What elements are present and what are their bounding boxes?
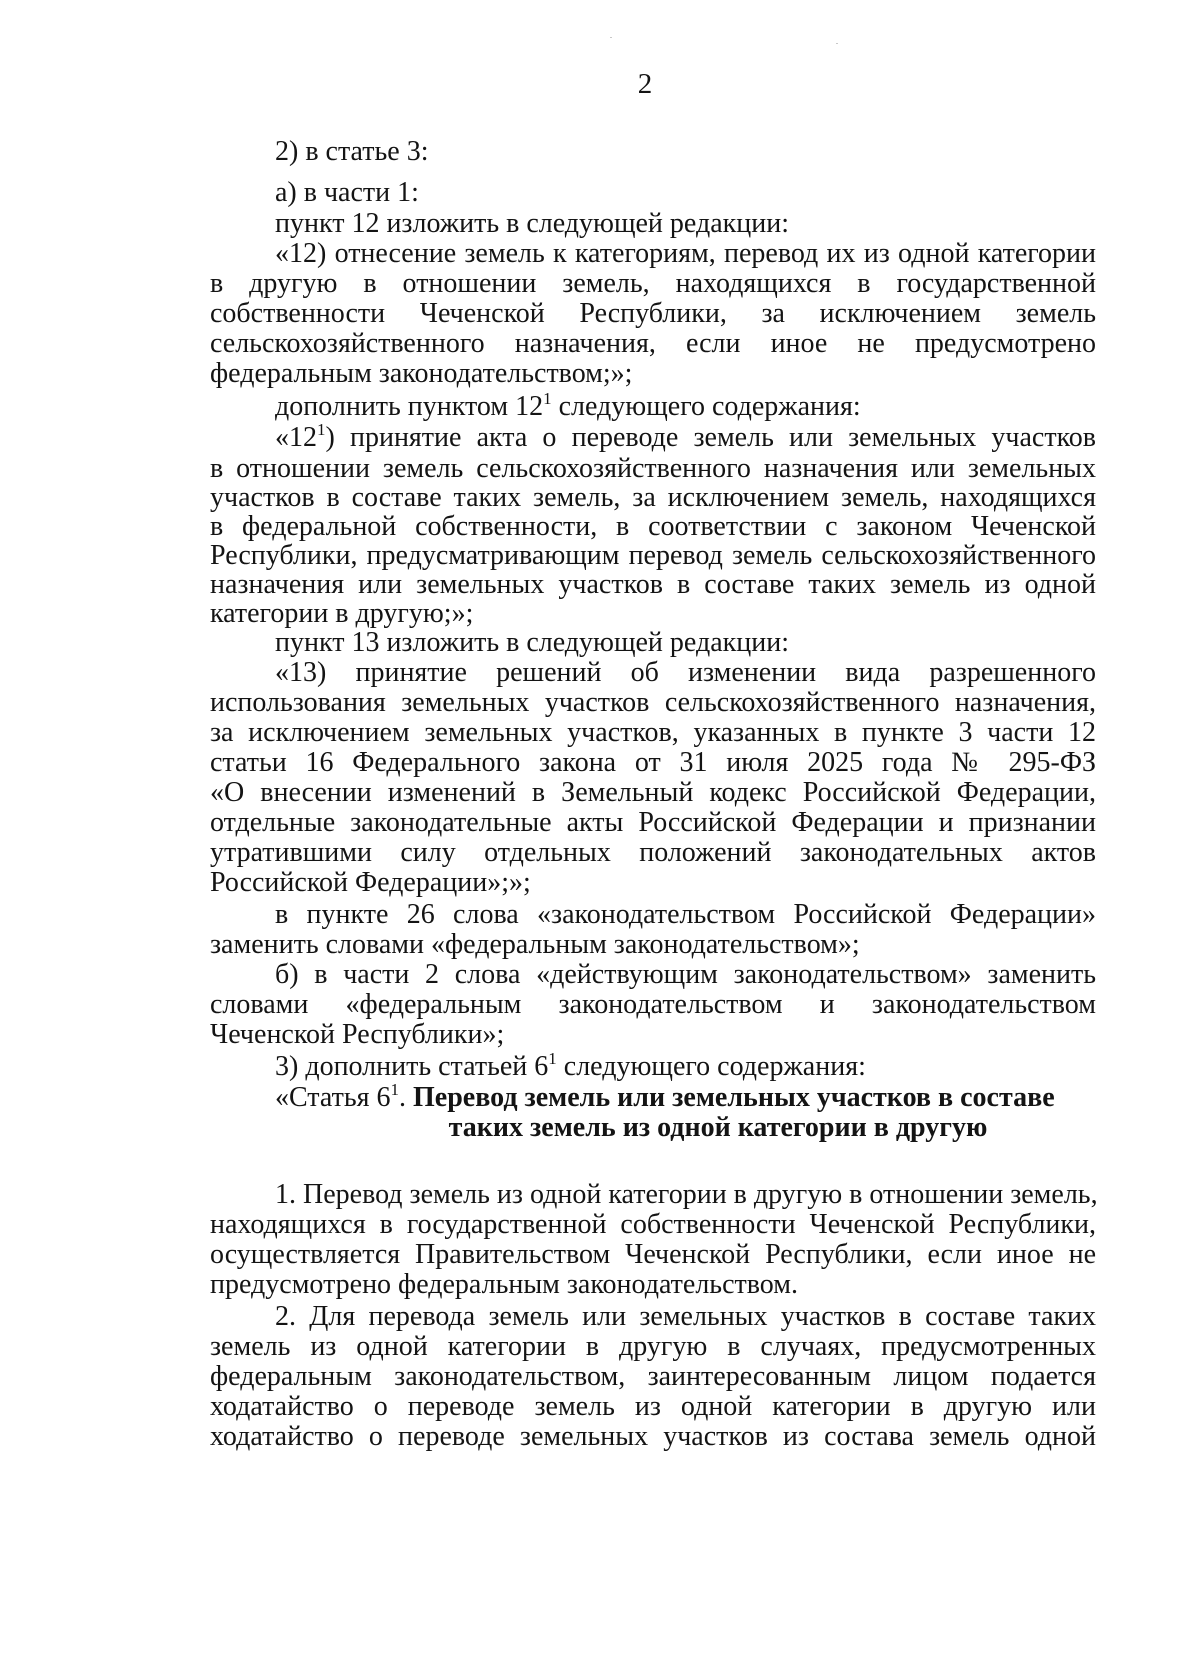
text-fragment: .	[398, 1082, 413, 1113]
text-fragment: 3) дополнить статьей 6	[275, 1051, 549, 1082]
text-line: 2) в статье 3:	[275, 136, 429, 167]
text-line	[275, 1049, 1096, 1082]
text-line: категории в другую;»;	[210, 598, 474, 629]
text-line: ходатайство о переводе земель из одной категории в другую или	[210, 1391, 1096, 1422]
text-fragment: следующего содержания:	[551, 391, 861, 422]
text-line	[275, 389, 1096, 422]
text-line: Чеченской Республики»;	[210, 1019, 505, 1050]
superscript: 1	[390, 1080, 399, 1099]
text-line: 1. Перевод земель из одной категории в другую в отношении земель,	[275, 1179, 1098, 1210]
text-line: в федеральной собственности, в соответствии с законом Чеченской	[210, 511, 1096, 542]
text-fragment: следующего содержания:	[556, 1051, 866, 1082]
text-line: федеральным законодательством;»;	[210, 358, 633, 389]
text-line: Республики, предусматривающим перевод земель сельскохозяйственного	[210, 540, 1096, 571]
text-line: участков в составе таких земель, за исключением земель, находящихся	[210, 482, 1096, 513]
text-line: федеральным законодательством, заинтересованным лицом подается	[210, 1361, 1096, 1392]
superscript: 1	[548, 1049, 557, 1068]
text-line: словами «федеральным законодательством и законодательством	[210, 989, 1096, 1020]
text-line: «13) принятие решений об изменении вида разрешенного	[275, 657, 1096, 688]
text-line: а) в части 1:	[275, 177, 419, 208]
superscript: 1	[317, 420, 326, 439]
text-line: заменить словами «федеральным законодательством»;	[210, 929, 860, 960]
text-line: 2. Для перевода земель или земельных участков в составе таких	[275, 1301, 1096, 1332]
scan-speck	[836, 43, 838, 44]
article-heading-line	[275, 1080, 1096, 1113]
text-line: Российской Федерации»;»;	[210, 867, 531, 898]
text-line: собственности Чеченской Республики, за исключением земель	[210, 298, 1096, 329]
text-line: б) в части 2 слова «действующим законодательством» заменить	[275, 959, 1096, 990]
text-line: в пункте 26 слова «законодательством Российской Федерации»	[275, 899, 1096, 930]
page-number: 2	[637, 68, 653, 100]
text-line: «О внесении изменений в Земельный кодекс Российской Федерации,	[210, 777, 1096, 808]
text-line	[275, 420, 1096, 453]
text-line: отдельные законодательные акты Российской Федерации и признании	[210, 807, 1096, 838]
text-line: за исключением земельных участков, указанных в пункте 3 части 12	[210, 717, 1096, 748]
text-fragment: дополнить пунктом 12	[275, 391, 544, 422]
text-line: утратившими силу отдельных положений законодательных актов	[210, 837, 1096, 868]
text-line: пункт 12 изложить в следующей редакции:	[275, 208, 789, 239]
text-line: назначения или земельных участков в составе таких земель из одной	[210, 569, 1096, 600]
text-line: «12) отнесение земель к категориям, перевод их из одной категории	[275, 238, 1096, 269]
text-line: земель из одной категории в другую в случаях, предусмотренных	[210, 1331, 1096, 1362]
text-fragment: «Статья 6	[275, 1082, 391, 1113]
text-fragment: ) принятие акта о переводе земель или земельных участков	[325, 422, 1096, 453]
text-line: статьи 16 Федерального закона от 31 июля 2025 года № 295-ФЗ	[210, 747, 1096, 778]
text-line: ходатайство о переводе земельных участков из состава земель одной	[210, 1421, 1096, 1452]
text-fragment: «12	[275, 422, 317, 453]
text-line: в другую в отношении земель, находящихся в государственной	[210, 268, 1096, 299]
article-title-continued: таких земель из одной категории в другую	[448, 1112, 988, 1143]
text-line: осуществляется Правительством Чеченской Республики, если иное не	[210, 1239, 1096, 1270]
superscript: 1	[543, 389, 552, 408]
text-line: в отношении земель сельскохозяйственного назначения или земельных	[210, 453, 1096, 484]
text-line: предусмотрено федеральным законодательством.	[210, 1269, 798, 1300]
scan-speck	[610, 37, 612, 38]
text-line: находящихся в государственной собственности Чеченской Республики,	[210, 1209, 1096, 1240]
article-title: Перевод земель или земельных участков в составе	[412, 1082, 1055, 1113]
text-line: использования земельных участков сельскохозяйственного назначения,	[210, 687, 1096, 718]
text-line: пункт 13 изложить в следующей редакции:	[275, 627, 789, 658]
text-line: сельскохозяйственного назначения, если иное не предусмотрено	[210, 328, 1096, 359]
